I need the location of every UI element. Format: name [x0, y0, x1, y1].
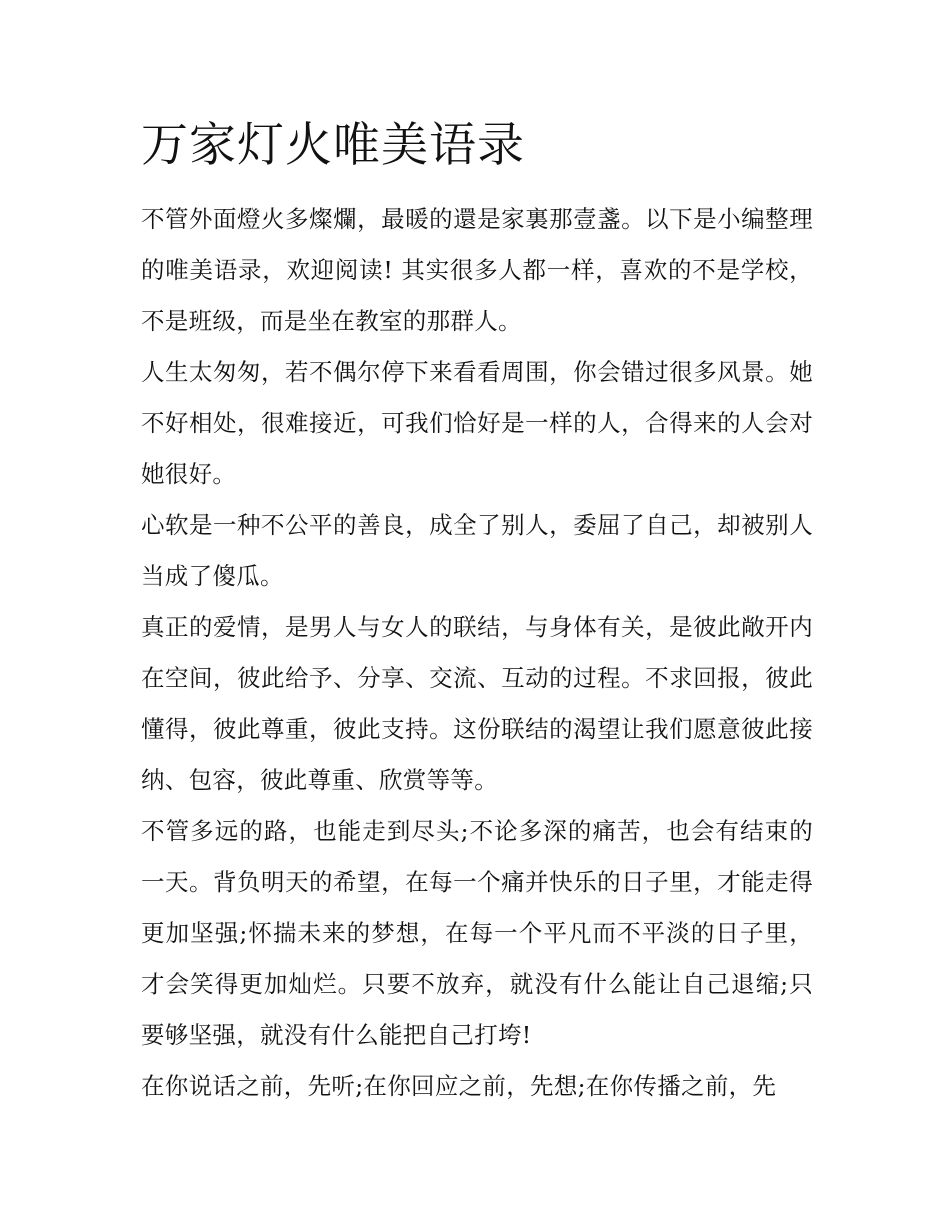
paragraph: 不管外面燈火多燦爛，最暖的還是家裏那壹盞。以下是小编整理的唯美语录，欢迎阅读! 其实很多人都一样，喜欢的不是学校，不是班级，而是坐在教室的那群人。 [141, 205, 813, 335]
paragraph: 真正的爱情，是男人与女人的联结，与身体有关，是彼此敞开内在空间，彼此给予、分享、交流、互动的过程。不求回报，彼此懂得，彼此尊重，彼此支持。这份联结的渴望让我们愿意彼此接纳、包容，彼此尊重、欣赏等等。 [141, 613, 813, 794]
paragraph: 人生太匆匆，若不偶尔停下来看看周围，你会错过很多风景。她不好相处，很难接近，可我们恰好是一样的人，合得来的人会对她很好。 [141, 358, 813, 488]
paragraph: 心软是一种不公平的善良，成全了别人，委屈了自己，却被别人当成了傻瓜。 [141, 511, 813, 590]
paragraph: 在你说话之前，先听;在你回应之前，先想;在你传播之前，先 [141, 1072, 777, 1100]
document-page [141, 112, 813, 1112]
document-title: 万家灯火唯美语录 [141, 118, 525, 173]
paragraph: 不管多远的路，也能走到尽头;不论多深的痛苦，也会有结束的一天。背负明天的希望，在每一个痛并快乐的日子里，才能走得更加坚强;怀揣未来的梦想，在每一个平凡而不平淡的日子里，才会笑得更加灿烂。只要不放弃，就没有什么能让自己退缩;只要够坚强，就没有什么能把自己打垮! [141, 817, 813, 1049]
